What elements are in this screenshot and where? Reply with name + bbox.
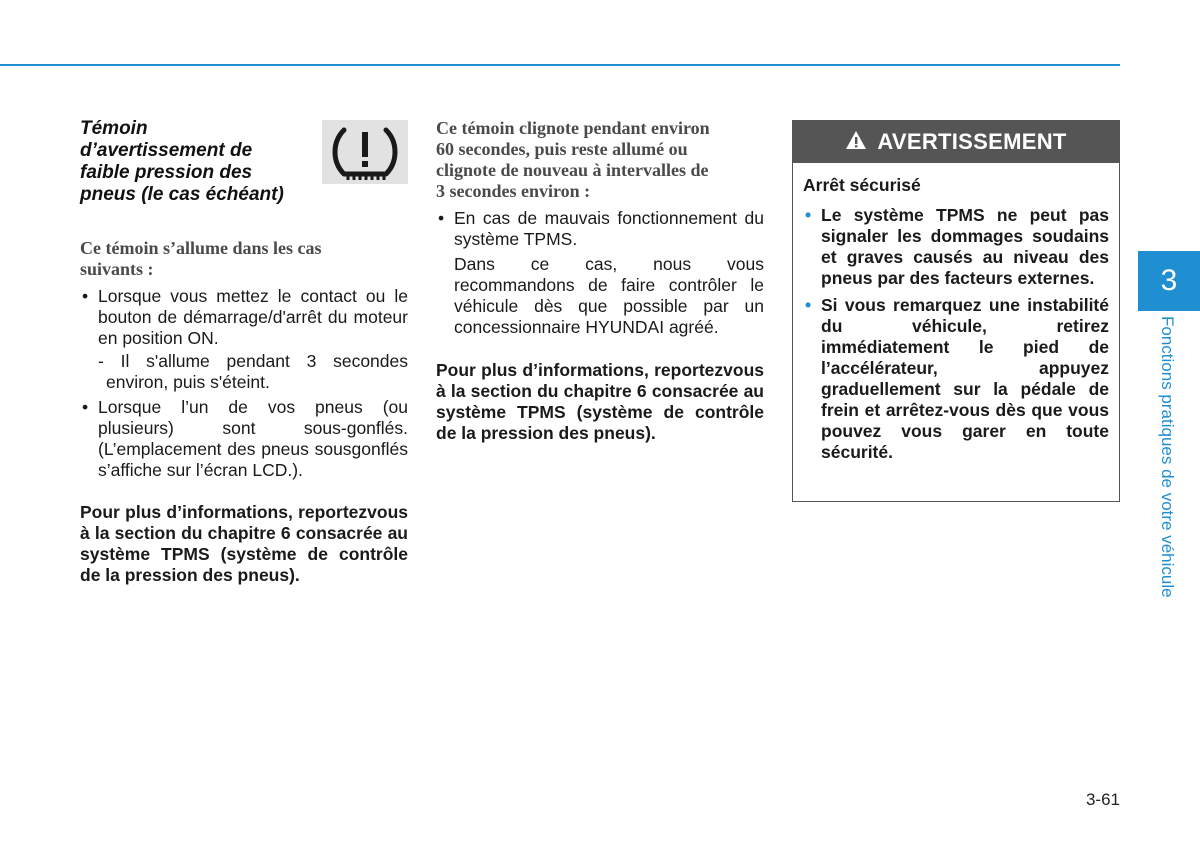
heading-line: Ce témoin clignote pendant environ	[436, 118, 710, 138]
list-item	[80, 397, 408, 481]
column-1	[80, 118, 408, 586]
list-item-text: Lorsque l’un de vos pneus (ou plusieurs) sont sous-gonflés. (L’emplacement des pneus sousgonflés s’affiche sur l’écran LCD.).	[98, 397, 408, 480]
column-2	[436, 118, 764, 444]
chapter-tab: 3	[1138, 251, 1200, 311]
warning-triangle-icon	[845, 130, 867, 155]
warning-item: • Le système TPMS ne peut pas signaler les dommages soudains et graves causés au niveau des pneus par des facteurs externes.	[803, 205, 1109, 289]
subheading-line: suivants :	[80, 259, 154, 279]
malfunction-list	[436, 208, 764, 338]
header-rule	[0, 64, 1120, 66]
title-line: Témoin	[80, 118, 148, 139]
title-line: faible pression des	[80, 162, 253, 183]
heading-line: clignote de nouveau à intervalles de	[436, 160, 709, 180]
list-item	[80, 286, 408, 393]
list-subitem: - Il s'allume pendant 3 secondes environ, puis s'éteint.	[98, 351, 408, 392]
warning-list	[803, 205, 1109, 463]
section-title	[80, 118, 315, 206]
warning-header	[793, 121, 1119, 163]
more-info-note: Pour plus d’informations, reportezvous à la section du chapitre 6 consacrée au système TPMS (système de contrôle de la pression des pneus).	[80, 502, 408, 585]
more-info-note: Pour plus d’informations, reportezvous à la section du chapitre 6 consacrée au système TPMS (système de contrôle de la pression des pneus).	[436, 360, 764, 443]
tpms-warning-icon	[322, 120, 408, 184]
title-line: d’avertissement de	[80, 140, 253, 161]
list-item	[436, 208, 764, 338]
warning-item: • Si vous remarquez une instabilité du véhicule, retirez immédiatement le pied de l’accélérateur, appuyez graduellement sur la pédale de frein et arrêtez-vous dès que vous pouvez vous garer en toute sécurité.	[803, 295, 1109, 463]
list-item-text: Lorsque vous mettez le contact ou le bouton de démarrage/d'arrêt du moteur en position ON.	[98, 286, 408, 348]
heading-line: 60 secondes, puis reste allumé ou	[436, 139, 688, 159]
list-item-text: En cas de mauvais fonctionnement du système TPMS.	[454, 208, 764, 249]
heading-line: 3 secondes environ :	[436, 181, 591, 201]
page-number: 3-61	[1085, 790, 1120, 809]
list-item-continuation: Dans ce cas, nous vous recommandons de faire contrôler le véhicule dès que possible par un concessionnaire HYUNDAI agréé.	[454, 254, 764, 337]
warning-title: AVERTISSEMENT	[877, 129, 1067, 154]
warning-body	[793, 163, 1119, 463]
subheading	[80, 238, 408, 280]
title-line: pneus (le cas échéant)	[80, 184, 284, 205]
chapter-title: Fonctions pratiques de votre véhicule	[1158, 316, 1177, 598]
condition-list	[80, 286, 408, 481]
subheading-line: Ce témoin s’allume dans les cas	[80, 238, 322, 258]
warning-subtitle: Arrêt sécurisé	[803, 175, 921, 195]
blink-heading	[436, 118, 764, 202]
warning-box	[792, 120, 1120, 502]
